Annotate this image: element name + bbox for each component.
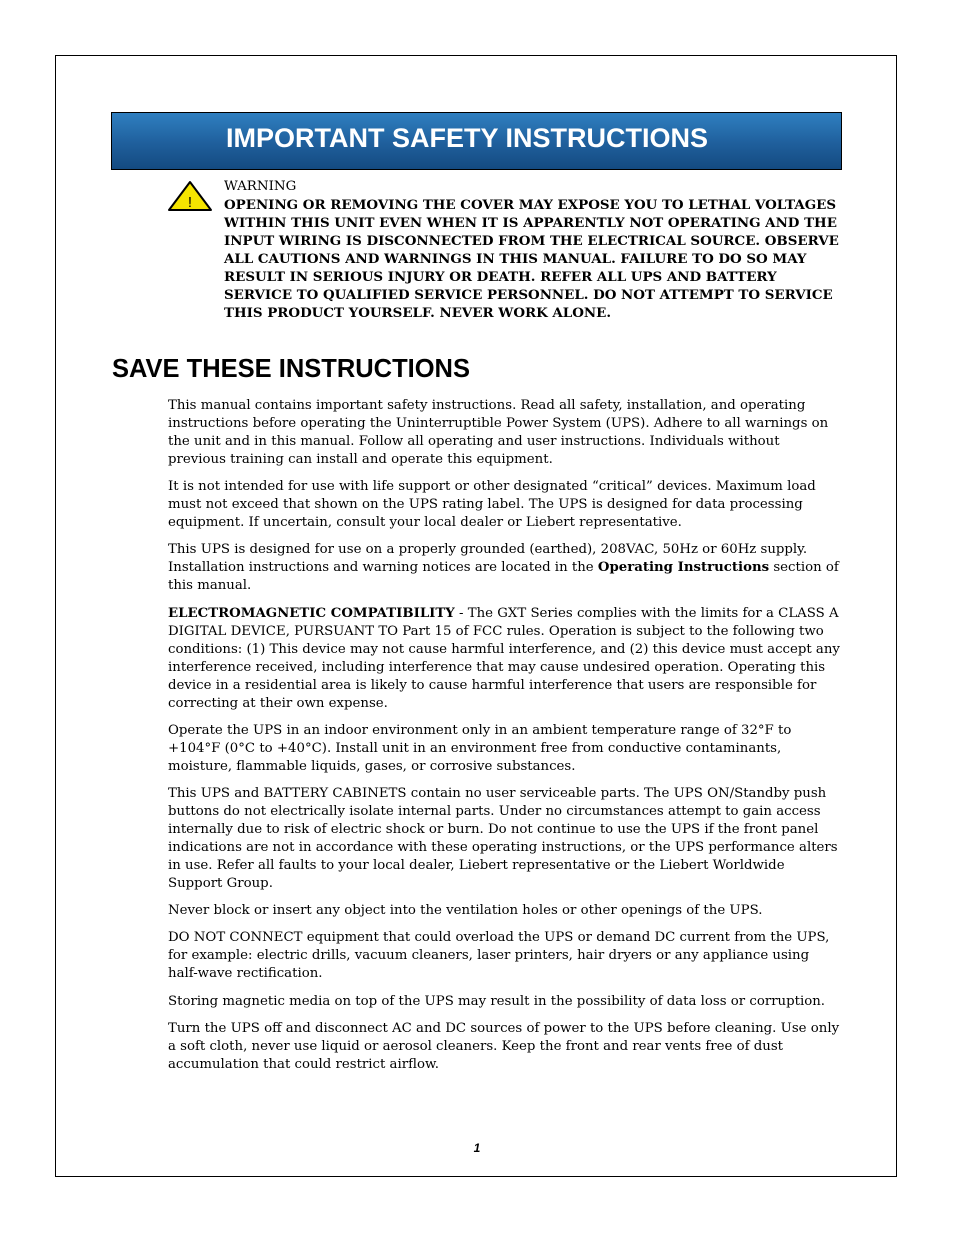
banner-title: IMPORTANT SAFETY INSTRUCTIONS [226, 123, 709, 153]
paragraph-magnetic-media: Storing magnetic media on top of the UPS may result in the possibility of data loss or corruption. [168, 993, 826, 1009]
paragraph-cleaning: Turn the UPS off and disconnect AC and DC sources of power to the UPS before cleaning. Use only a soft cloth, never use liquid or aerosol cleaners. Keep the front and rear vents free of dust accumulation that could restrict airflow. [168, 1020, 840, 1072]
warning-block [224, 178, 844, 322]
warning-text: OPENING OR REMOVING THE COVER MAY EXPOSE YOU TO LETHAL VOLTAGES WITHIN THIS UNIT EVEN WHEN IT IS APPARENTLY NOT OPERATING AND THE INPUT WIRING IS DISCONNECTED FROM THE ELECTRICAL SOURCE. OBSERVE ALL CAUTIONS AND WARNINGS IN THIS MANUAL. FAILURE TO DO SO MAY RESULT IN SERIOUS INJURY OR DEATH. REFER ALL UPS AND BATTERY SERVICE TO QUALIFIED SERVICE PERSONNEL. DO NOT ATTEMPT TO SERVICE THIS PRODUCT YOURSELF. NEVER WORK ALONE. [224, 197, 839, 321]
paragraph-life-support: It is not intended for use with life support or other designated “critical” devices. Maximum load must not exceed that shown on the UPS rating label. The UPS is designed for data processing equipment. If uncertain, consult your local dealer or Liebert representative. [168, 479, 816, 531]
body-text [168, 397, 840, 1083]
paragraph-grounding-before: This UPS is designed for use on a properly grounded (earthed), 208VAC, 50Hz or 60Hz supply. Installation instructions and warning notices are located in the [168, 542, 808, 576]
emc-heading: ELECTROMAGNETIC COMPATIBILITY [168, 605, 455, 621]
paragraph-grounding [168, 541, 840, 595]
warning-triangle-icon [167, 180, 213, 212]
paragraph-ventilation: Never block or insert any object into the ventilation holes or other openings of the UPS. [168, 903, 763, 919]
paragraph-no-serviceable-parts: This UPS and BATTERY CABINETS contain no user serviceable parts. The UPS ON/Standby push buttons do not electrically isolate internal parts. Under no circumstances attempt to gain access internally due to risk of electric shock or burn. Do not continue to use the UPS if the front panel indications are not in accordance with these operating instructions, or the UPS performance alters in use. Refer all faults to your local dealer, Liebert representative or the Liebert Worldwide Support Group. [168, 785, 838, 891]
title-banner [111, 112, 842, 170]
paragraph-grounding-after: section of this manual. [168, 560, 839, 594]
warning-label: WARNING [224, 179, 297, 194]
page-number: 1 [473, 1141, 481, 1155]
svg-text:!: ! [187, 194, 193, 211]
paragraph-emc-text: - The GXT Series complies with the limits for a CLASS A DIGITAL DEVICE, PURSUANT TO Part 15 of FCC rules. Operation is subject to the following two conditions: (1) This device may not cause harmful interference, and (2) this device must accept any interference received, including interference that may cause undesired operation. Operating this device in a residential area is likely to cause harmful interference that users are responsible for correcting at their own expense. [168, 605, 840, 711]
paragraph-do-not-connect: DO NOT CONNECT equipment that could overload the UPS or demand DC current from the UPS, for example: electric drills, vacuum cleaners, laser printers, hair dryers or any appliance using half-wave rectification. [168, 930, 830, 982]
paragraph-emc [168, 605, 840, 713]
paragraph-manual-contents: This manual contains important safety instructions. Read all safety, installation, and operating instructions before operating the Uninterruptible Power System (UPS). Adhere to all warnings on the unit and in this manual. Follow all operating and user instructions. Individuals without previous training can install and operate this equipment. [168, 398, 829, 467]
section-heading: SAVE THESE INSTRUCTIONS [112, 355, 470, 383]
paragraph-environment: Operate the UPS in an indoor environment only in an ambient temperature range of 32°F to +104°F (0°C to +40°C). Install unit in an environment free from conductive contaminants, moisture, flammable liquids, gases, or corrosive substances. [168, 722, 792, 774]
operating-instructions-reference: Operating Instructions [597, 560, 770, 576]
